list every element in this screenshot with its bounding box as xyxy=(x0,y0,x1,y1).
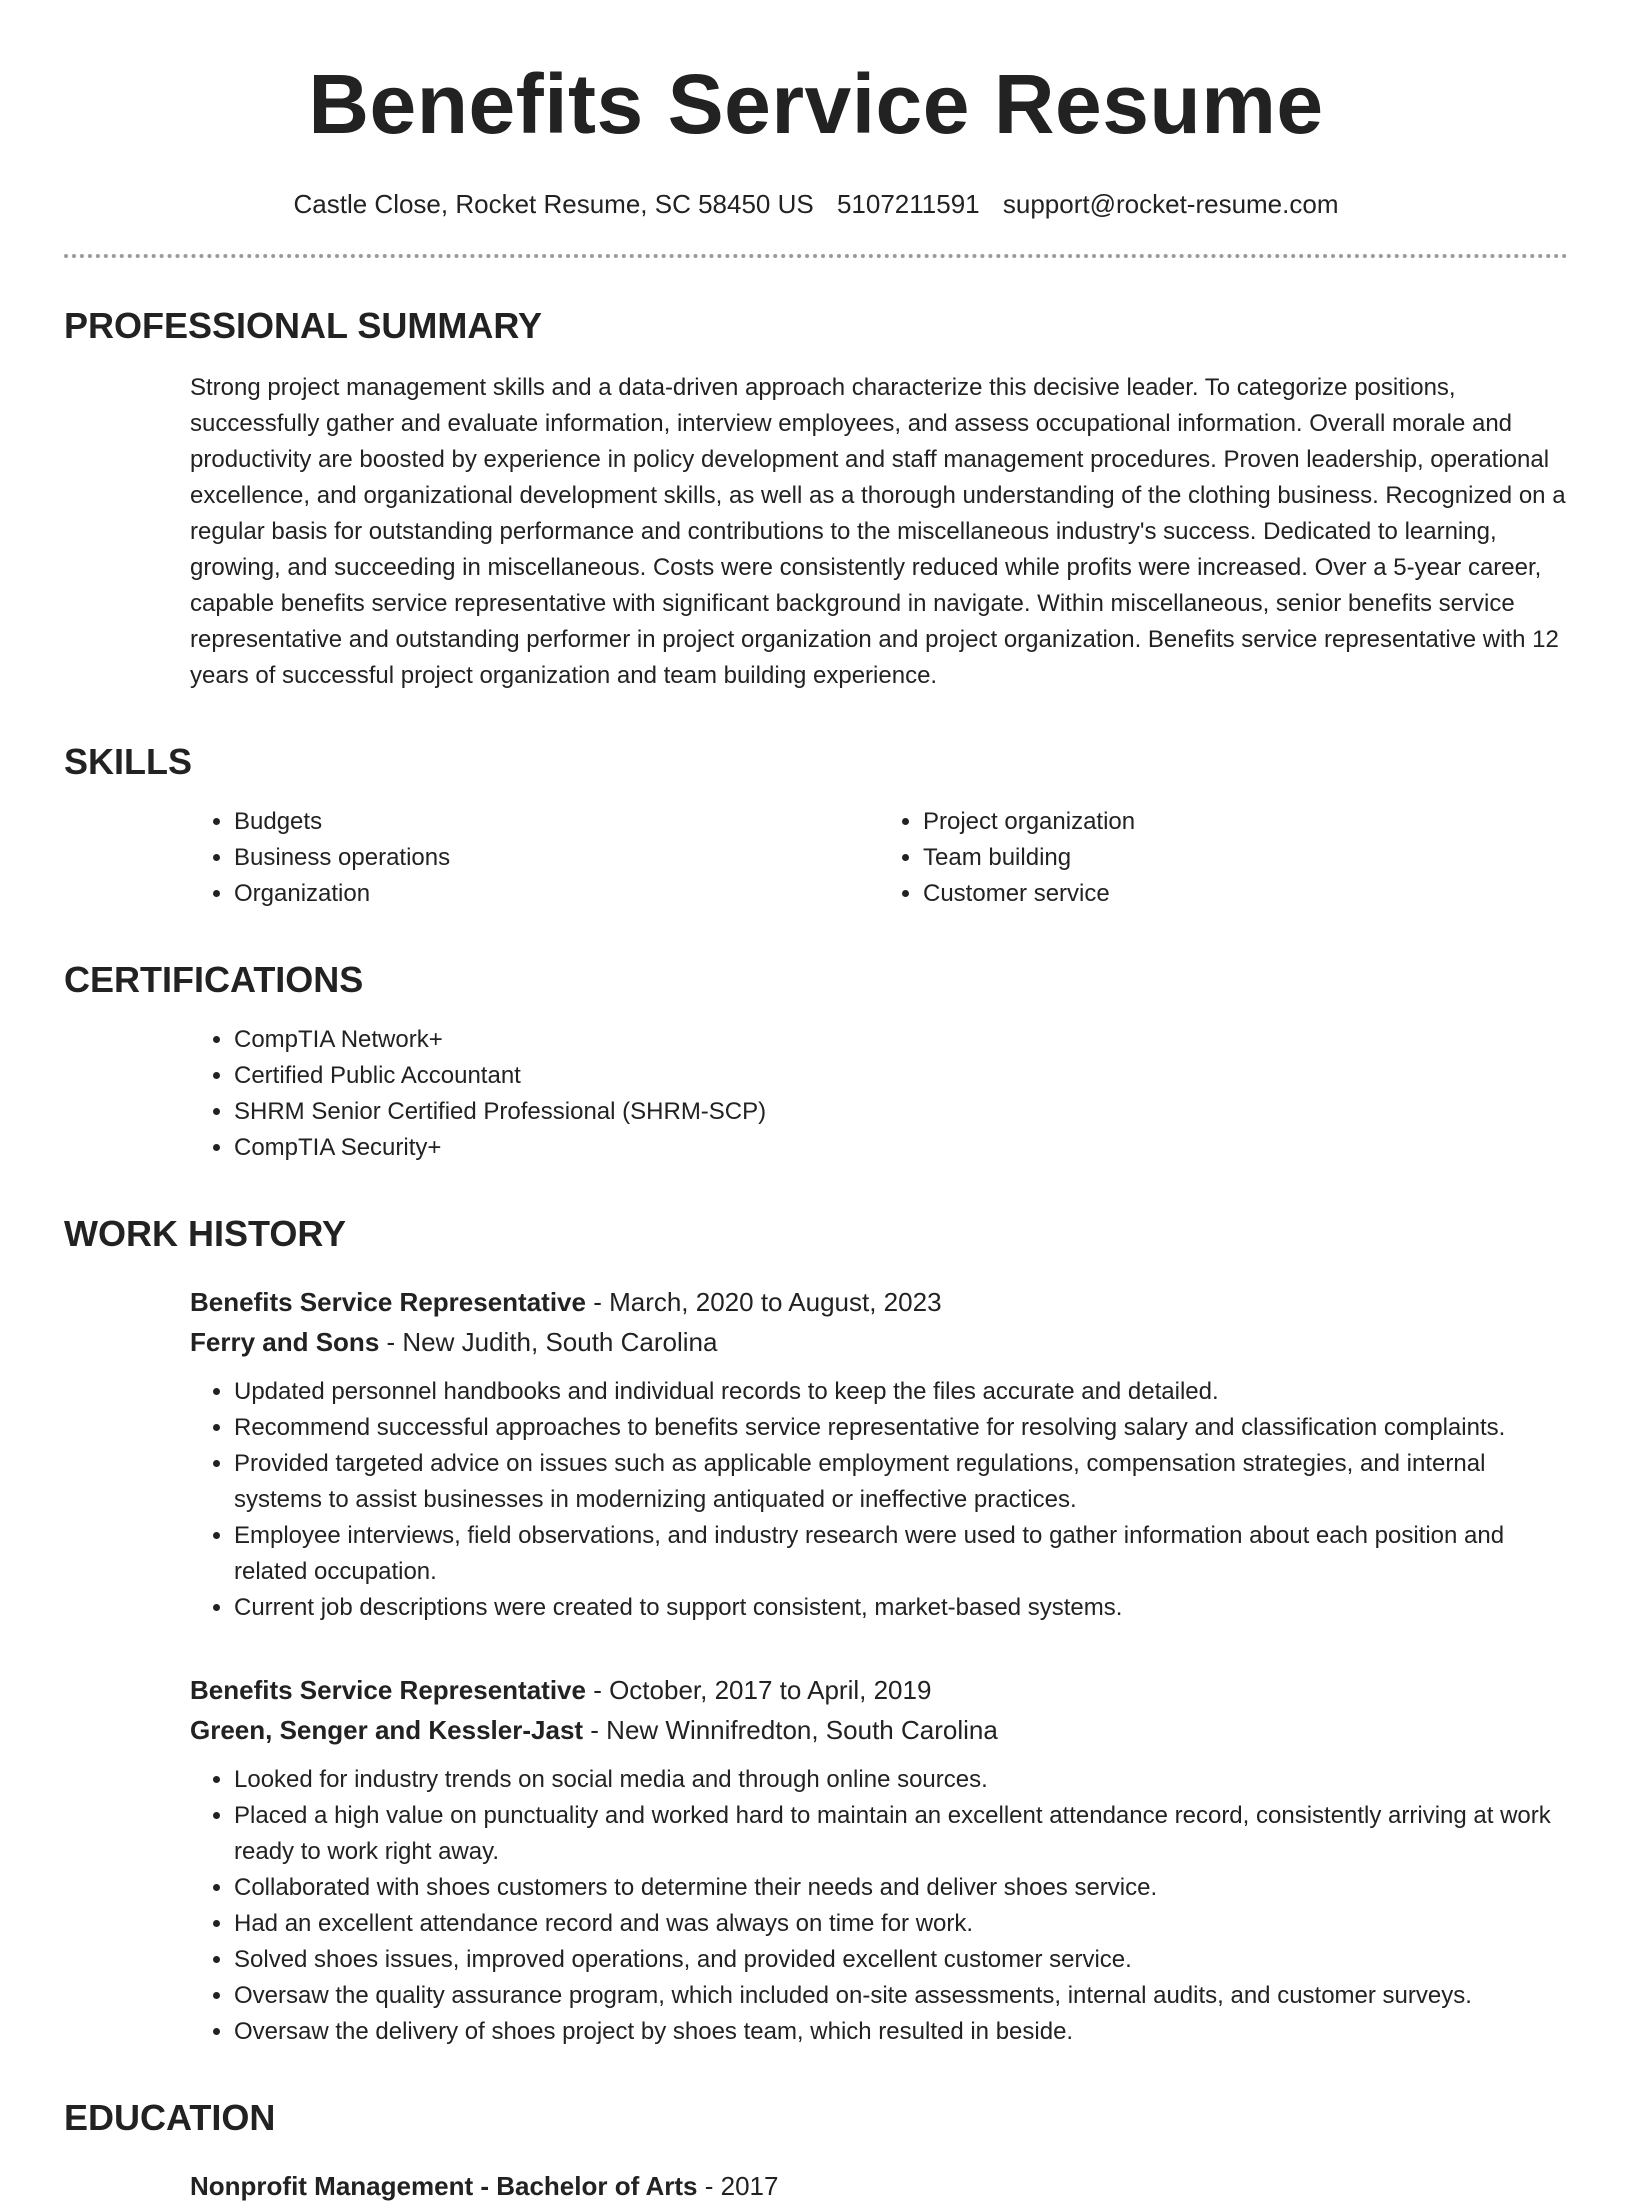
summary-section xyxy=(64,304,1568,694)
skills-heading: SKILLS xyxy=(64,741,193,782)
job-role-line xyxy=(190,1670,1568,1710)
education-year: - 2017 xyxy=(697,2171,779,2201)
education-line xyxy=(190,2166,1568,2206)
certifications-section xyxy=(64,958,1568,1166)
job-bullet: • Had an excellent attendance record and was always on time for work. xyxy=(234,1906,1568,1942)
certification-item: • CompTIA Network+ xyxy=(234,1022,1568,1058)
job-bullet: • Collaborated with shoes customers to determine their needs and deliver shoes service. xyxy=(234,1870,1568,1906)
skills-grid xyxy=(190,804,1568,912)
job-role: Benefits Service Representative xyxy=(190,1675,586,1705)
job-company: Green, Senger and Kessler-Jast xyxy=(190,1715,584,1745)
certifications-list xyxy=(190,1022,1568,1166)
contact-email[interactable]: support@rocket-resume.com xyxy=(1002,189,1339,219)
job-bullet: • Provided targeted advice on issues such as applicable employment regulations, compensation strategies, and internal systems to assist businesses in modernizing antiquated or ineffective practices. xyxy=(234,1446,1568,1518)
certification-item: • SHRM Senior Certified Professional (SHRM-SCP) xyxy=(234,1094,1568,1130)
job-bullet: • Updated personnel handbooks and individual records to keep the files accurate and detailed. xyxy=(234,1374,1568,1410)
job-bullet: • Looked for industry trends on social media and through online sources. xyxy=(234,1762,1568,1798)
summary-text: Strong project management skills and a data-driven approach characterize this decisive leader. To categorize positions, successfully gather and evaluate information, interview employees, and assess occupational information. Overall morale and productivity are boosted by experience in policy development and staff management procedures. Proven leadership, operational excellence, and organizational development skills, as well as a thorough understanding of the clothing business. Recognized on a regular basis for outstanding performance and contributions to the miscellaneous industry's success. Dedicated to learning, growing, and succeeding in miscellaneous. Costs were consistently reduced while profits were increased. Over a 5-year career, capable benefits service representative with significant background in navigate. Within miscellaneous, senior benefits service representative and outstanding performer in project organization and project organization. Benefits service representative with 12 years of successful project organization and team building experience. xyxy=(190,374,1566,689)
job-role: Benefits Service Representative xyxy=(190,1287,586,1317)
job-company-line xyxy=(190,1322,1568,1362)
education-entry xyxy=(190,2166,1568,2206)
job-bullet: • Employee interviews, field observations, and industry research were used to gather information about each position and related occupation. xyxy=(234,1518,1568,1590)
header-divider xyxy=(64,254,1568,258)
job-bullet: • Oversaw the quality assurance program, which included on-site assessments, internal audits, and customer surveys. xyxy=(234,1978,1568,2014)
work-history-section xyxy=(64,1212,1568,2050)
certifications-block xyxy=(190,1022,1568,1166)
job-bullet: • Placed a high value on punctuality and worked hard to maintain an excellent attendance record, consistently arriving at work ready to work right away. xyxy=(234,1798,1568,1870)
job-bullets xyxy=(190,1762,1568,2050)
summary-heading: PROFESSIONAL SUMMARY xyxy=(64,305,543,346)
job-bullet: • Oversaw the delivery of shoes project by shoes team, which resulted in beside. xyxy=(234,2014,1568,2050)
skill-item: • Project organization xyxy=(923,804,1568,840)
resume-title: Benefits Service Resume xyxy=(308,57,1324,151)
job-location: - New Judith, South Carolina xyxy=(379,1327,718,1357)
education-degree: Nonprofit Management - Bachelor of Arts xyxy=(190,2171,698,2201)
job-company-line xyxy=(190,1710,1568,1750)
job-location: - New Winnifredton, South Carolina xyxy=(583,1715,998,1745)
skills-list-right xyxy=(879,804,1568,912)
job-bullet: • Recommend successful approaches to benefits service representative for resolving salary and classification complaints. xyxy=(234,1410,1568,1446)
skill-item: • Customer service xyxy=(923,876,1568,912)
resume-header xyxy=(64,0,1568,220)
skill-item: • Business operations xyxy=(234,840,879,876)
job-company: Ferry and Sons xyxy=(190,1327,380,1357)
job-role-line xyxy=(190,1282,1568,1322)
job-bullet: • Current job descriptions were created to support consistent, market-based systems. xyxy=(234,1590,1568,1626)
contact-phone: 5107211591 xyxy=(836,189,980,219)
job-bullets xyxy=(190,1374,1568,1626)
education-heading: EDUCATION xyxy=(64,2097,276,2138)
skills-list-left xyxy=(190,804,879,912)
education-section xyxy=(64,2096,1568,2206)
job-dates: - March, 2020 to August, 2023 xyxy=(585,1287,942,1317)
job-entry xyxy=(190,1670,1568,2050)
skill-item: • Organization xyxy=(234,876,879,912)
job-dates: - October, 2017 to April, 2019 xyxy=(585,1675,932,1705)
certifications-heading: CERTIFICATIONS xyxy=(64,959,364,1000)
certification-item: • Certified Public Accountant xyxy=(234,1058,1568,1094)
skills-section xyxy=(64,740,1568,912)
skill-item: • Team building xyxy=(923,840,1568,876)
work-history-heading: WORK HISTORY xyxy=(64,1213,347,1254)
job-bullet: • Solved shoes issues, improved operations, and provided excellent customer service. xyxy=(234,1942,1568,1978)
skill-item: • Budgets xyxy=(234,804,879,840)
contact-line xyxy=(64,188,1568,220)
certification-item: • CompTIA Security+ xyxy=(234,1130,1568,1166)
job-entry xyxy=(190,1282,1568,1626)
contact-address: Castle Close, Rocket Resume, SC 58450 US xyxy=(293,189,814,219)
